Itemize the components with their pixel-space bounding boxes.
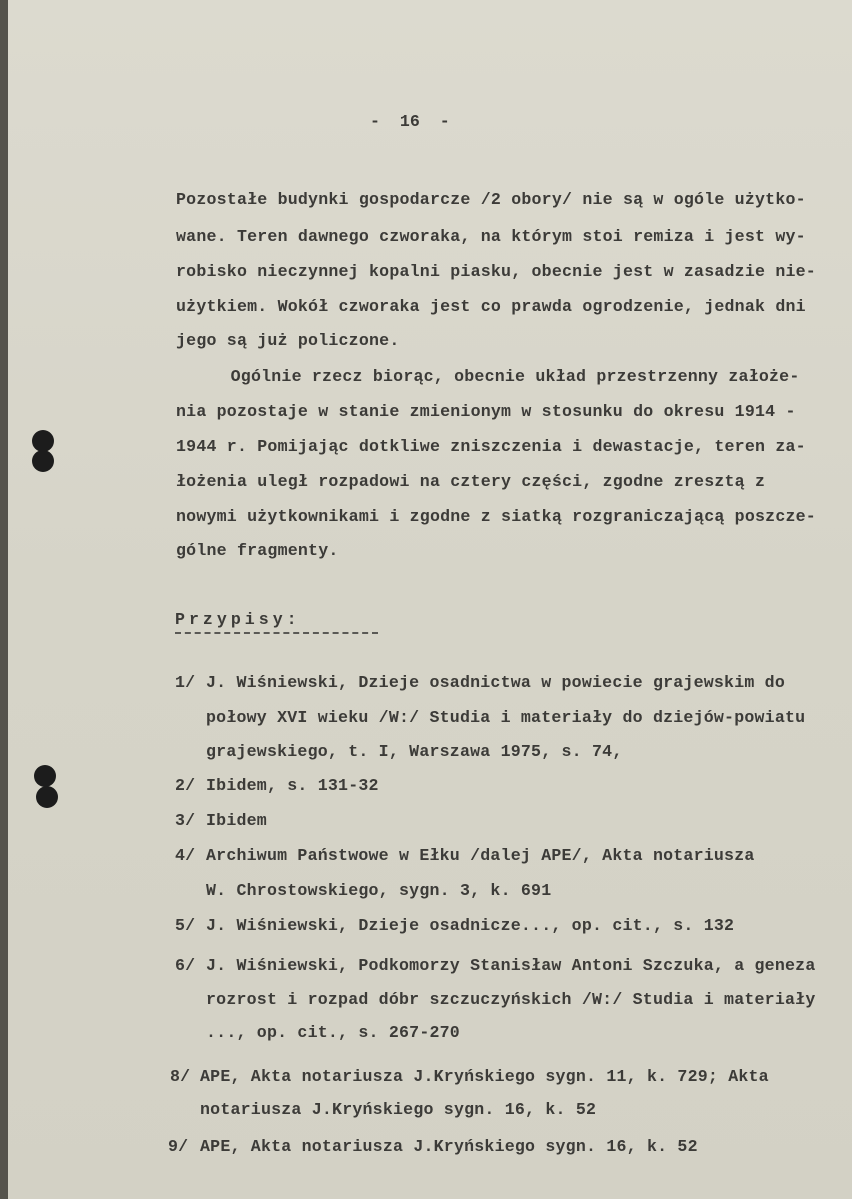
body-line: 1944 r. Pomijając dotkliwe zniszczenia i dewastacje, teren za-: [176, 437, 806, 456]
binder-hole: [32, 450, 54, 472]
footnote-line: rozrost i rozpad dóbr szczuczyńskich /W:/ Studia i materiały: [206, 990, 816, 1009]
binder-hole: [36, 786, 58, 808]
footnote-line: J. Wiśniewski, Podkomorzy Stanisław Antoni Szczuka, a geneza: [206, 956, 816, 975]
footnote-line: ..., op. cit., s. 267-270: [206, 1023, 460, 1042]
body-line: robisko nieczynnej kopalni piasku, obecnie jest w zasadzie nie-: [176, 262, 816, 281]
footnote-line: APE, Akta notariusza J.Kryńskiego sygn. 16, k. 52: [200, 1137, 698, 1156]
body-line: wane. Teren dawnego czworaka, na którym stoi remiza i jest wy-: [176, 227, 806, 246]
footnote-number: 2/: [175, 776, 196, 795]
footnote-line: J. Wiśniewski, Dzieje osadnictwa w powiecie grajewskim do: [206, 673, 785, 692]
footnote-line: Ibidem: [206, 811, 267, 830]
footnote-number: 6/: [175, 956, 196, 975]
body-line: użytkiem. Wokół czworaka jest co prawda ogrodzenie, jednak dni: [176, 297, 806, 316]
footnote-line: połowy XVI wieku /W:/ Studia i materiały do dziejów-powiatu: [206, 708, 806, 727]
body-line: jego są już policzone.: [176, 331, 400, 350]
body-line: Pozostałe budynki gospodarcze /2 obory/ nie są w ogóle użytko-: [176, 190, 806, 209]
footnote-line: Archiwum Państwowe w Ełku /dalej APE/, Akta notariusza: [206, 846, 755, 865]
footnotes-heading: Przypisy:: [175, 610, 301, 629]
typewritten-page: [8, 0, 852, 1199]
scan-edge: [0, 0, 8, 1199]
footnote-number: 4/: [175, 846, 196, 865]
body-line: gólne fragmenty.: [176, 541, 339, 560]
footnote-number: 5/: [175, 916, 196, 935]
body-line: Ogólnie rzecz biorąc, obecnie układ przestrzenny założe-: [190, 367, 800, 386]
footnote-number: 3/: [175, 811, 196, 830]
heading-underline: [175, 632, 378, 634]
footnote-line: Ibidem, s. 131-32: [206, 776, 379, 795]
binder-hole: [32, 430, 54, 452]
footnote-line: W. Chrostowskiego, sygn. 3, k. 691: [206, 881, 552, 900]
footnote-line: J. Wiśniewski, Dzieje osadnicze..., op. cit., s. 132: [206, 916, 735, 935]
footnote-number: 8/: [170, 1067, 191, 1086]
body-line: łożenia uległ rozpadowi na cztery części, zgodne zresztą z: [176, 472, 766, 491]
footnote-line: APE, Akta notariusza J.Kryńskiego sygn. 11, k. 729; Akta: [200, 1067, 769, 1086]
footnote-number: 1/: [175, 673, 196, 692]
page-number: - 16 -: [370, 112, 450, 131]
footnote-number: 9/: [168, 1137, 189, 1156]
footnote-line: grajewskiego, t. I, Warszawa 1975, s. 74,: [206, 742, 623, 761]
binder-hole: [34, 765, 56, 787]
body-line: nia pozostaje w stanie zmienionym w stosunku do okresu 1914 -: [176, 402, 796, 421]
footnote-line: notariusza J.Kryńskiego sygn. 16, k. 52: [200, 1100, 597, 1119]
body-line: nowymi użytkownikami i zgodne z siatką rozgraniczającą poszcze-: [176, 507, 816, 526]
